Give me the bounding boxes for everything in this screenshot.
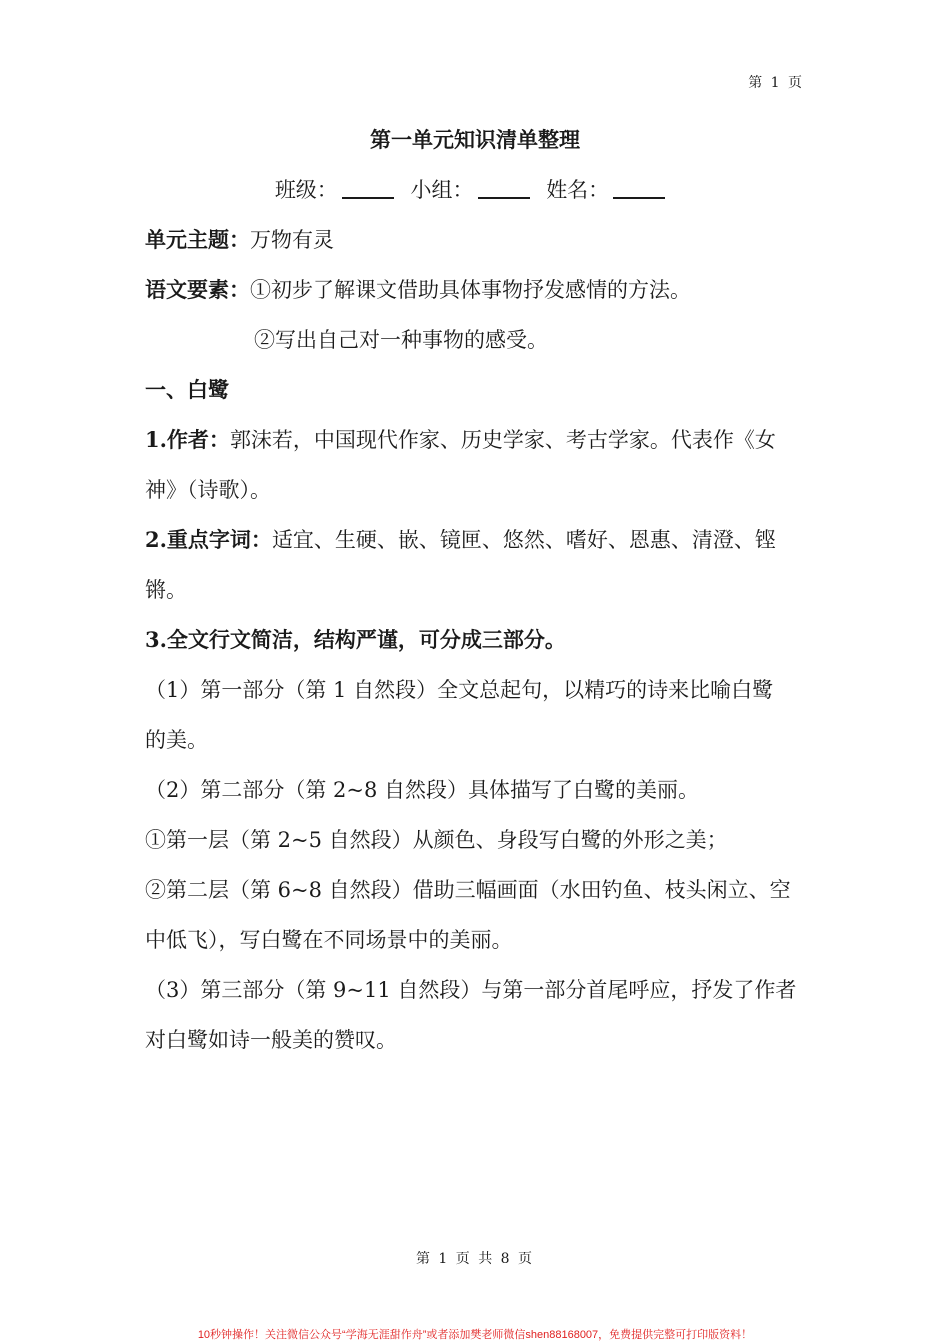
author-paragraph — [145, 426, 776, 454]
author-text-line1: 郭沫若，中国现代作家、历史学家、考古学家。代表作《女 — [229, 428, 776, 452]
language-element-2: ②写出自己对一种事物的感受。 — [254, 328, 548, 352]
key-words-line2: 锵。 — [145, 578, 187, 602]
language-elements-label: 语文要素： — [145, 277, 250, 302]
promo-banner-text: 10秒钟操作！关注微信公众号“学海无涯甜作舟”或者添加樊老师微信shen88168007，免费提供完整可打印版资料！ — [197, 1329, 753, 1341]
unit-theme-label: 单元主题： — [145, 227, 250, 252]
key-words-label: 2.重点字词： — [145, 527, 272, 552]
language-elements — [145, 276, 691, 304]
author-label: 1.作者： — [145, 427, 230, 452]
unit-theme — [145, 226, 334, 254]
name-blank — [613, 177, 665, 199]
language-element-1: ①初步了解课文借助具体事物抒发感情的方法。 — [250, 278, 691, 302]
part3-line2: 对白鹭如诗一般美的赞叹。 — [145, 1028, 397, 1052]
section-heading: 一、白鹭 — [145, 377, 229, 402]
layer1-line: ①第一层（第 2~5 自然段）从颜色、身段写白鹭的外形之美； — [145, 828, 728, 852]
unit-theme-value: 万物有灵 — [250, 228, 334, 252]
layer2-line1: ②第二层（第 6~8 自然段）借助三幅画面（水田钓鱼、枝头闲立、空 — [145, 878, 791, 902]
group-blank — [478, 177, 530, 199]
layer2-line2: 中低飞），写白鹭在不同场景中的美丽。 — [145, 928, 513, 952]
student-info-line — [0, 174, 950, 204]
key-words-paragraph — [145, 526, 776, 554]
key-words-line1: 适宜、生硬、嵌、镜匣、悠然、嗜好、恩惠、清澄、铿 — [271, 528, 776, 552]
class-blank — [342, 177, 394, 199]
author-text-line2: 神》（诗歌）。 — [145, 478, 271, 502]
name-label: 姓名： — [546, 178, 610, 202]
part2-line: （2）第二部分（第 2~8 自然段）具体描写了白鹭的美丽。 — [145, 778, 700, 802]
part3-line1: （3）第三部分（第 9~11 自然段）与第一部分首尾呼应，抒发了作者 — [145, 978, 797, 1002]
header-page-number: 第 1 页 — [748, 75, 804, 91]
part1-line1: （1）第一部分（第 1 自然段）全文总起句，以精巧的诗来比喻白鹭 — [145, 678, 774, 702]
footer-page-count: 第 1 页 共 8 页 — [415, 1251, 535, 1267]
part1-line2: 的美。 — [145, 728, 208, 752]
document-title: 第一单元知识清单整理 — [370, 127, 580, 152]
class-label: 班级： — [274, 178, 338, 202]
group-label: 小组： — [410, 178, 474, 202]
structure-heading: 3.全文行文简洁，结构严谨，可分成三部分。 — [145, 627, 566, 652]
